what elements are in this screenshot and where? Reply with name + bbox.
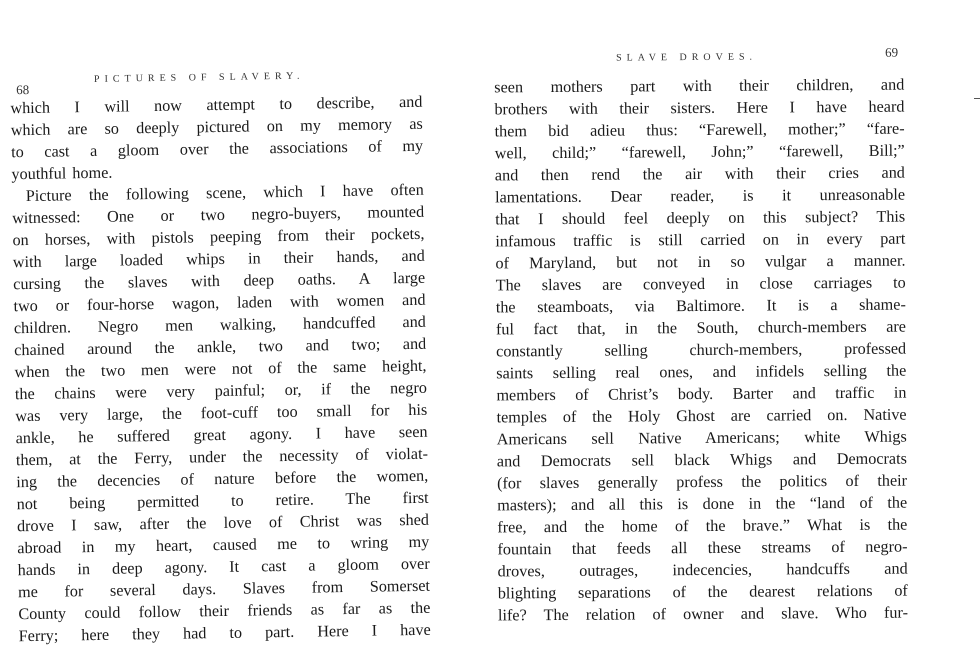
text-line: and then rend the air with their cries and <box>494 163 905 185</box>
running-title-left: PICTURES OF SLAVERY. <box>93 70 305 85</box>
text-line: temples of the Holy Ghost are carried on. Native <box>496 405 907 427</box>
text-line: on horses, with pistols peeping from their pockets, <box>12 224 425 250</box>
text-line: the steamboats, via Baltimore. It is a shame- <box>495 295 906 317</box>
text-line: me for several days. Slaves from Somerset <box>17 576 431 602</box>
text-line: (for slaves generally profess the politics of their <box>496 471 908 493</box>
text-line: of Maryland, but not in so vulgar a manner. <box>495 251 906 273</box>
text-line: members of Christ’s body. Barter and traffic in <box>496 383 907 405</box>
text-line: constantly selling church-members, professed <box>496 339 907 361</box>
text-line: life? The relation of owner and slave. Who fur- <box>497 603 909 625</box>
text-line: that I should feel deeply on this subject? This <box>495 207 906 229</box>
page-number-right: 69 <box>884 44 899 60</box>
text-line: masters); and all this is done in the “land of the <box>497 493 908 515</box>
text-line: with large loaded whips in their hands, and <box>12 246 425 272</box>
text-line: which are so deeply pictured on my memory as <box>10 114 423 140</box>
page-number-left: 68 <box>16 81 30 98</box>
text-line: the chains were very painful; or, if the negro <box>14 378 428 404</box>
text-line: Americans sell Native Americans; white Whigs <box>496 427 907 449</box>
running-title-right: SLAVE DROVES. <box>616 51 758 64</box>
text-line: to cast a gloom over the associations of my <box>10 136 424 162</box>
text-line: youthful home. <box>11 163 113 184</box>
left-page-text <box>10 91 431 647</box>
text-line: them, at the Ferry, under the necessity of violat- <box>15 444 429 470</box>
text-line: ankle, he suffered great agony. I have seen <box>15 422 428 448</box>
right-page <box>494 0 909 669</box>
text-line: infamous traffic is still carried on in every part <box>495 229 906 251</box>
text-line: children. Negro men walking, handcuffed and <box>13 312 426 338</box>
text-line: saints selling real ones, and infidels selling the <box>496 361 907 383</box>
text-line: witnessed: One or two negro-buyers, mounted <box>12 202 425 228</box>
right-page-text <box>494 74 908 627</box>
text-line: which I will now attempt to describe, and <box>10 92 423 118</box>
text-line: was very large, the foot-cuff too small for his <box>15 400 428 426</box>
text-line: blighting separations of the dearest relations of <box>497 581 908 603</box>
text-line: when the two men were not of the same height, <box>14 356 427 382</box>
text-line: fountain that feeds all these streams of negro- <box>497 537 908 559</box>
text-line: abroad in my heart, caused me to wring my <box>17 532 430 558</box>
text-line: two or four-horse wagon, laden with women and <box>13 290 426 316</box>
left-page <box>9 0 431 671</box>
text-line: The slaves are conveyed in close carriages to <box>495 273 906 295</box>
text-line: drove I saw, after the love of Christ was shed <box>16 510 430 536</box>
text-line: and Democrats sell black Whigs and Democrats <box>496 449 907 471</box>
text-line: hands in deep agony. It cast a gloom over <box>17 554 430 580</box>
text-line: not being permitted to retire. The first <box>16 488 429 514</box>
text-line: them bid adieu thus: “Farewell, mother;” “fare- <box>494 119 905 141</box>
text-line: lamentations. Dear reader, is it unreasonable <box>494 185 906 207</box>
text-line: County could follow their friends as far as the <box>18 598 431 624</box>
text-line: cursing the slaves with deep oaths. A large <box>13 268 426 294</box>
text-line: Ferry; here they had to part. Here I have <box>18 620 431 646</box>
text-line: chained around the ankle, two and two; and <box>14 334 427 360</box>
text-line: ing the decencies of nature before the women, <box>16 466 429 492</box>
text-line: well, child;” “farewell, John;” “farewell, Bill;” <box>494 141 905 163</box>
text-line: droves, outrages, indecencies, handcuffs and <box>497 559 908 581</box>
text-line: free, and the home of the brave.” What is the <box>497 515 908 537</box>
text-line: Picture the following scene, which I have often <box>25 180 424 206</box>
margin-mark <box>974 98 980 99</box>
text-line: ful fact that, in the South, church-members are <box>495 317 907 339</box>
text-line: brothers with their sisters. Here I have heard <box>494 97 905 119</box>
text-line: seen mothers part with their children, and <box>494 75 905 97</box>
